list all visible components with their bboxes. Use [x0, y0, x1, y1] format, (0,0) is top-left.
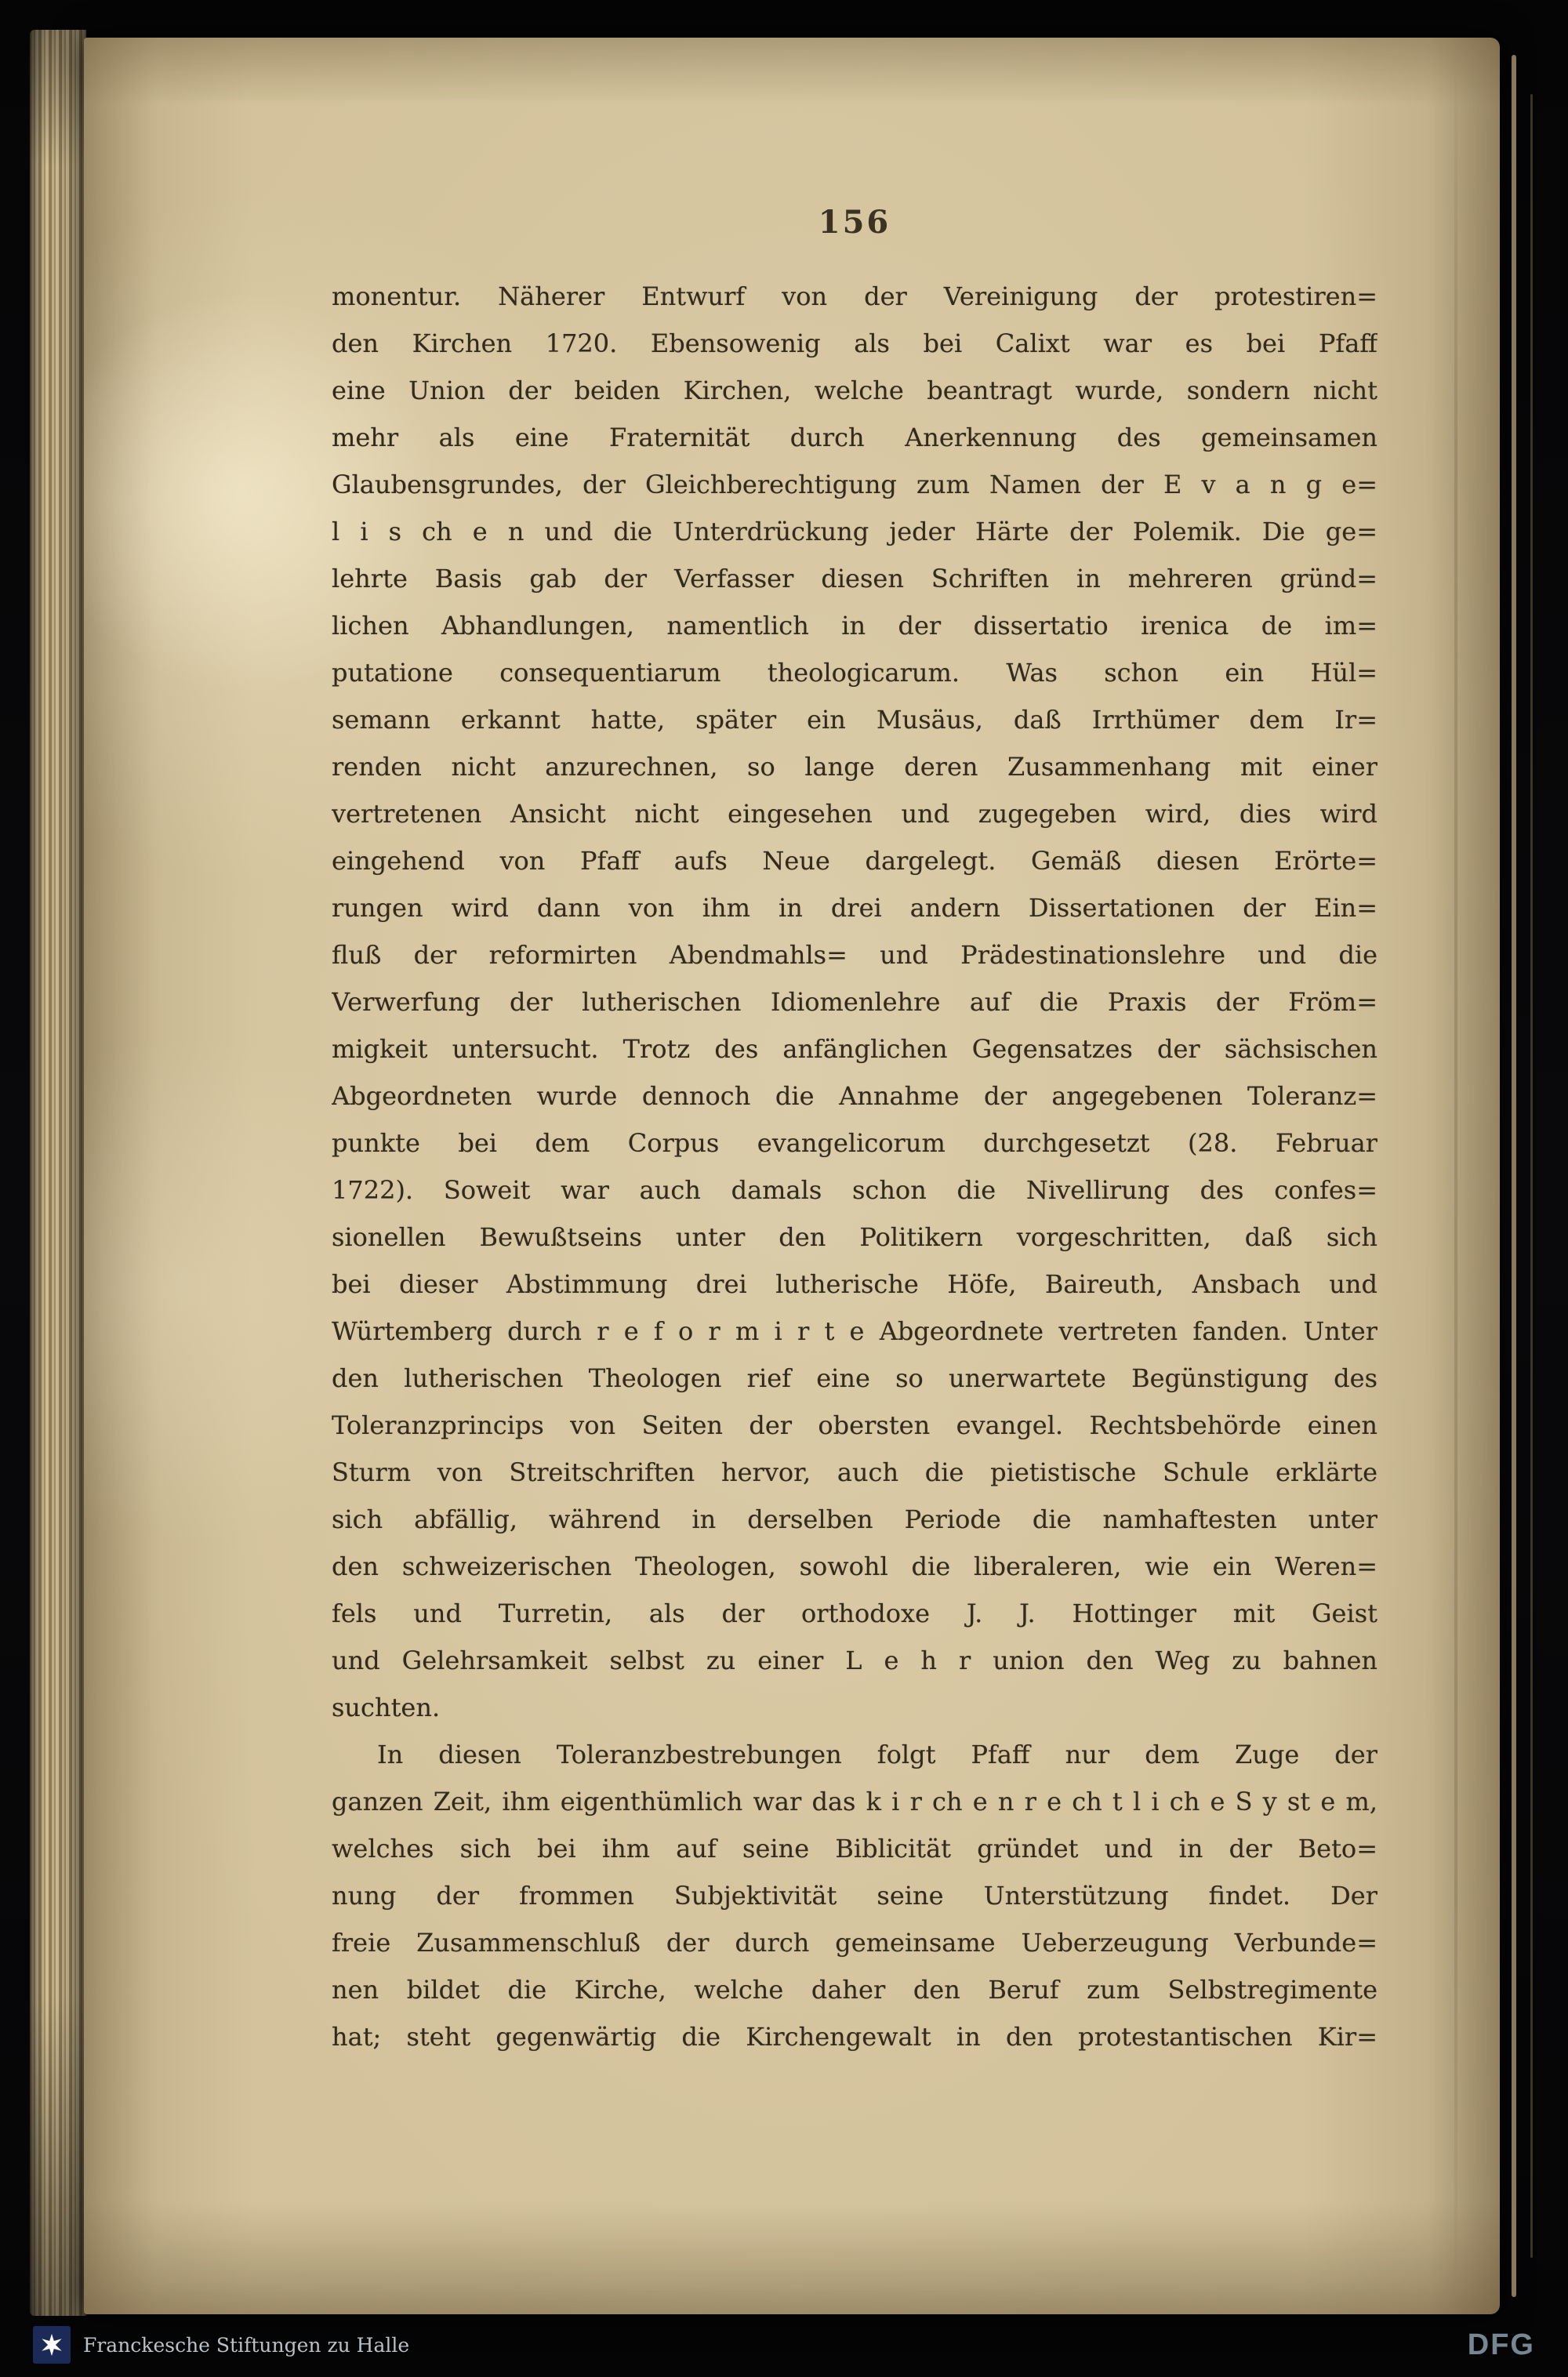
- text-line: In diesen Toleranzbestrebungen folgt Pfaff nur dem Zuge der: [377, 1740, 1377, 1769]
- watermark-left: [33, 2326, 409, 2364]
- adjacent-page-edge: [1512, 55, 1516, 2297]
- text-line: den schweizerischen Theologen, sowohl die liberaleren, wie ein Weren=: [332, 1551, 1377, 1581]
- text-line: den Kirchen 1720. Ebensowenig als bei Calixt war es bei Pfaff: [332, 328, 1377, 358]
- text-line: Toleranzprincips von Seiten der obersten evangel. Rechtsbehörde einen: [332, 1410, 1377, 1440]
- text-line: rungen wird dann von ihm in drei andern Dissertationen der Ein=: [332, 893, 1377, 923]
- text-line: den lutherischen Theologen rief eine so unerwartete Begünstigung des: [332, 1363, 1377, 1393]
- text-line: freie Zusammenschluß der durch gemeinsame Ueberzeugung Verbunde=: [332, 1928, 1377, 1958]
- text-line: eingehend von Pfaff aufs Neue dargelegt. Gemäß diesen Erörte=: [332, 846, 1377, 876]
- text-line: l i s ch e n und die Unterdrückung jeder Härte der Polemik. Die ge=: [332, 517, 1377, 546]
- text-line: welches sich bei ihm auf seine Biblicität gründet und in der Beto=: [332, 1834, 1377, 1863]
- text-line: 1722). Soweit war auch damals schon die Nivellirung des confes=: [332, 1175, 1377, 1205]
- text-line: lehrte Basis gab der Verfasser diesen Schriften in mehreren gründ=: [332, 564, 1377, 593]
- text-line: semann erkannt hatte, später ein Musäus, daß Irrthümer dem Ir=: [332, 705, 1377, 735]
- text-line: vertretenen Ansicht nicht eingesehen und zugegeben wird, dies wird: [332, 799, 1377, 829]
- text-line: lichen Abhandlungen, namentlich in der dissertatio irenica de im=: [332, 611, 1377, 641]
- watermark-text: Franckesche Stiftungen zu Halle: [83, 2333, 410, 2357]
- text-line: und Gelehrsamkeit selbst zu einer L e h r union den Weg zu bahnen: [332, 1646, 1377, 1675]
- page-number: 156: [818, 204, 891, 241]
- text-line: Glaubensgrundes, der Gleichberechtigung zum Namen der E v a n g e=: [332, 470, 1377, 499]
- text-line: nen bildet die Kirche, welche daher den Beruf zum Selbstregimente: [332, 1975, 1377, 2005]
- text-line: bei dieser Abstimmung drei lutherische Höfe, Baireuth, Ansbach und: [332, 1269, 1377, 1299]
- page-text: [332, 273, 1377, 2060]
- dfg-logo: DFG: [1467, 2328, 1535, 2361]
- franckesche-stiftungen-logo-icon: [33, 2326, 71, 2364]
- text-line: punkte bei dem Corpus evangelicorum durchgesetzt (28. Februar: [332, 1128, 1377, 1158]
- book-page-edges: [30, 30, 86, 2316]
- text-line: Abgeordneten wurde dennoch die Annahme der angegebenen Toleranz=: [332, 1081, 1377, 1111]
- text-line: eine Union der beiden Kirchen, welche beantragt wurde, sondern nicht: [332, 376, 1377, 405]
- text-line: monentur. Näherer Entwurf von der Vereinigung der protestiren=: [332, 281, 1377, 311]
- adjacent-page-edge-faint: [1530, 94, 1533, 2258]
- text-line: ganzen Zeit, ihm eigenthümlich war das k i r ch e n r e ch t l i ch e S y st e m,: [332, 1787, 1377, 1816]
- book-page: [84, 38, 1500, 2314]
- text-line: sich abfällig, während in derselben Periode die namhaftesten unter: [332, 1504, 1377, 1534]
- text-line: Würtemberg durch r e f o r m i r t e Abgeordnete vertreten fanden. Unter: [332, 1316, 1377, 1346]
- text-line: fluß der reformirten Abendmahls= und Prädestinationslehre und die: [332, 940, 1377, 970]
- text-line: fels und Turretin, als der orthodoxe J. J. Hottinger mit Geist: [332, 1599, 1377, 1628]
- text-line: renden nicht anzurechnen, so lange deren Zusammenhang mit einer: [332, 752, 1377, 782]
- text-line: mehr als eine Fraternität durch Anerkennung des gemeinsamen: [332, 423, 1377, 452]
- watermark-strip: [0, 2313, 1568, 2377]
- text-line: sionellen Bewußtseins unter den Politikern vorgeschritten, daß sich: [332, 1222, 1377, 1252]
- text-line: suchten.: [332, 1693, 441, 1722]
- text-line: Verwerfung der lutherischen Idiomenlehre auf die Praxis der Fröm=: [332, 987, 1377, 1017]
- text-line: putatione consequentiarum theologicarum. Was schon ein Hül=: [332, 658, 1377, 688]
- text-line: migkeit untersucht. Trotz des anfänglichen Gegensatzes der sächsischen: [332, 1034, 1377, 1064]
- text-line: nung der frommen Subjektivität seine Unterstützung findet. Der: [332, 1881, 1377, 1911]
- text-line: Sturm von Streitschriften hervor, auch die pietistische Schule erklärte: [332, 1457, 1377, 1487]
- text-line: hat; steht gegenwärtig die Kirchengewalt in den protestantischen Kir=: [332, 2022, 1377, 2052]
